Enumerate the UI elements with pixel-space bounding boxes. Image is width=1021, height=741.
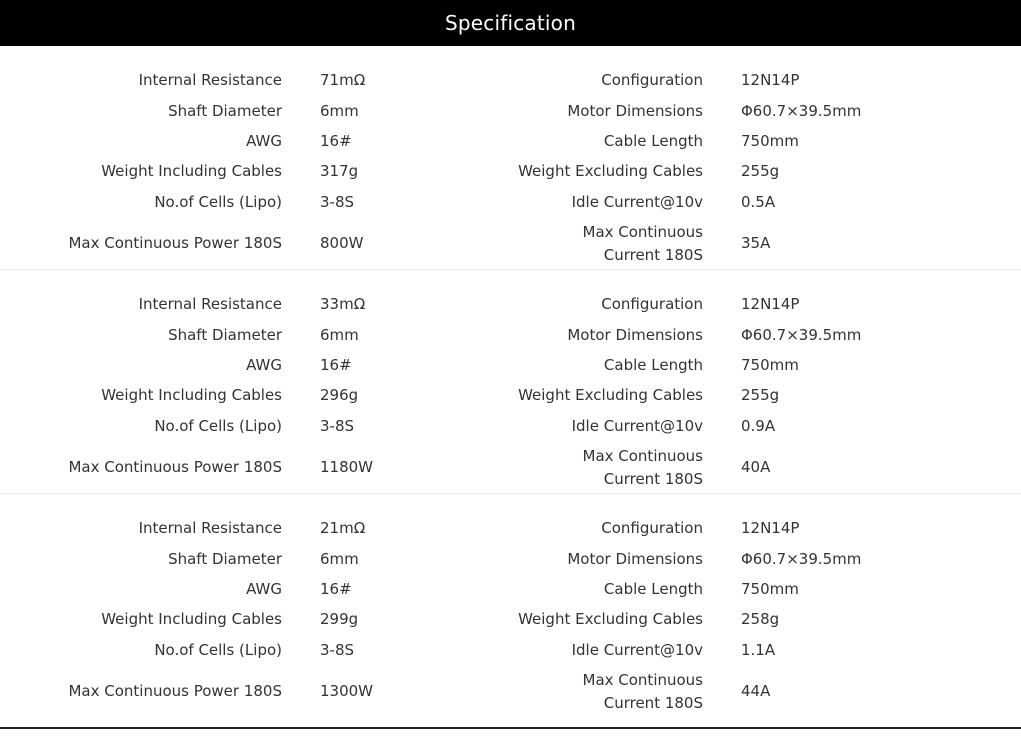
- spec-value: 40A: [741, 458, 771, 476]
- page-title: Specification: [444, 11, 576, 35]
- spec-label: Weight Excluding Cables: [518, 386, 703, 404]
- spec-value: 16#: [320, 356, 352, 374]
- spec-label: Weight Excluding Cables: [518, 610, 703, 628]
- spec-label: Idle Current@10v: [571, 417, 703, 435]
- spec-value: 1.1A: [741, 641, 776, 659]
- spec-label: Cable Length: [603, 356, 703, 374]
- spec-label: Internal Resistance: [138, 519, 282, 537]
- spec-label: Configuration: [601, 295, 703, 313]
- spec-label: Weight Including Cables: [101, 610, 282, 628]
- spec-label: Max Continuous Power 180S: [68, 234, 282, 252]
- spec-value: 3-8S: [320, 641, 355, 659]
- spec-value: 44A: [741, 682, 771, 700]
- spec-value: 6mm: [320, 550, 359, 568]
- spec-label: Shaft Diameter: [168, 550, 282, 568]
- spec-label: Max Continuous Power 180S: [68, 458, 282, 476]
- spec-value: 12N14P: [741, 71, 800, 89]
- spec-label: Weight Including Cables: [101, 162, 282, 180]
- spec-table: [0, 46, 1021, 729]
- spec-label: AWG: [246, 356, 282, 374]
- spec-value: 16#: [320, 580, 352, 598]
- spec-label: Internal Resistance: [138, 295, 282, 313]
- spec-value: 750mm: [741, 132, 799, 150]
- spec-value: Φ60.7×39.5mm: [741, 102, 862, 120]
- spec-value: 12N14P: [741, 519, 800, 537]
- spec-label: Internal Resistance: [138, 71, 282, 89]
- spec-label: Weight Including Cables: [101, 386, 282, 404]
- spec-label: Max Continuous Current 180S: [582, 671, 703, 712]
- spec-label: Cable Length: [603, 132, 703, 150]
- spec-label: Shaft Diameter: [168, 102, 282, 120]
- spec-value: 6mm: [320, 326, 359, 344]
- spec-label: Idle Current@10v: [571, 193, 703, 211]
- spec-label: Weight Excluding Cables: [518, 162, 703, 180]
- spec-label: No.of Cells (Lipo): [154, 641, 282, 659]
- spec-value: 1300W: [320, 682, 374, 700]
- spec-label: AWG: [246, 132, 282, 150]
- spec-value: 296g: [320, 386, 359, 404]
- spec-label: Max Continuous Power 180S: [68, 682, 282, 700]
- spec-label: Motor Dimensions: [567, 102, 703, 120]
- spec-value: 255g: [741, 162, 780, 180]
- spec-value: 16#: [320, 132, 352, 150]
- spec-label: Max Continuous Current 180S: [582, 223, 703, 264]
- spec-value: 33mΩ: [320, 295, 366, 313]
- spec-header: [0, 0, 1021, 46]
- spec-label: Configuration: [601, 519, 703, 537]
- spec-block: [0, 494, 1021, 729]
- spec-value: 6mm: [320, 102, 359, 120]
- spec-label: No.of Cells (Lipo): [154, 417, 282, 435]
- spec-value: 12N14P: [741, 295, 800, 313]
- spec-value: 71mΩ: [320, 71, 366, 89]
- spec-label: Shaft Diameter: [168, 326, 282, 344]
- spec-value: 0.9A: [741, 417, 776, 435]
- spec-block: [0, 46, 1021, 270]
- spec-value: 750mm: [741, 580, 799, 598]
- spec-label: Idle Current@10v: [571, 641, 703, 659]
- spec-label: AWG: [246, 580, 282, 598]
- spec-value: 3-8S: [320, 193, 355, 211]
- spec-value: Φ60.7×39.5mm: [741, 550, 862, 568]
- spec-value: 317g: [320, 162, 359, 180]
- spec-value: 0.5A: [741, 193, 776, 211]
- spec-value: 255g: [741, 386, 780, 404]
- spec-value: 800W: [320, 234, 364, 252]
- spec-label: Cable Length: [603, 580, 703, 598]
- spec-value: Φ60.7×39.5mm: [741, 326, 862, 344]
- spec-value: 258g: [741, 610, 780, 628]
- spec-value: 1180W: [320, 458, 374, 476]
- spec-value: 3-8S: [320, 417, 355, 435]
- spec-label: Motor Dimensions: [567, 550, 703, 568]
- spec-label: Motor Dimensions: [567, 326, 703, 344]
- spec-block: [0, 270, 1021, 494]
- spec-value: 21mΩ: [320, 519, 366, 537]
- spec-value: 750mm: [741, 356, 799, 374]
- spec-label: Max Continuous Current 180S: [582, 447, 703, 488]
- spec-value: 299g: [320, 610, 359, 628]
- spec-value: 35A: [741, 234, 771, 252]
- spec-label: No.of Cells (Lipo): [154, 193, 282, 211]
- spec-label: Configuration: [601, 71, 703, 89]
